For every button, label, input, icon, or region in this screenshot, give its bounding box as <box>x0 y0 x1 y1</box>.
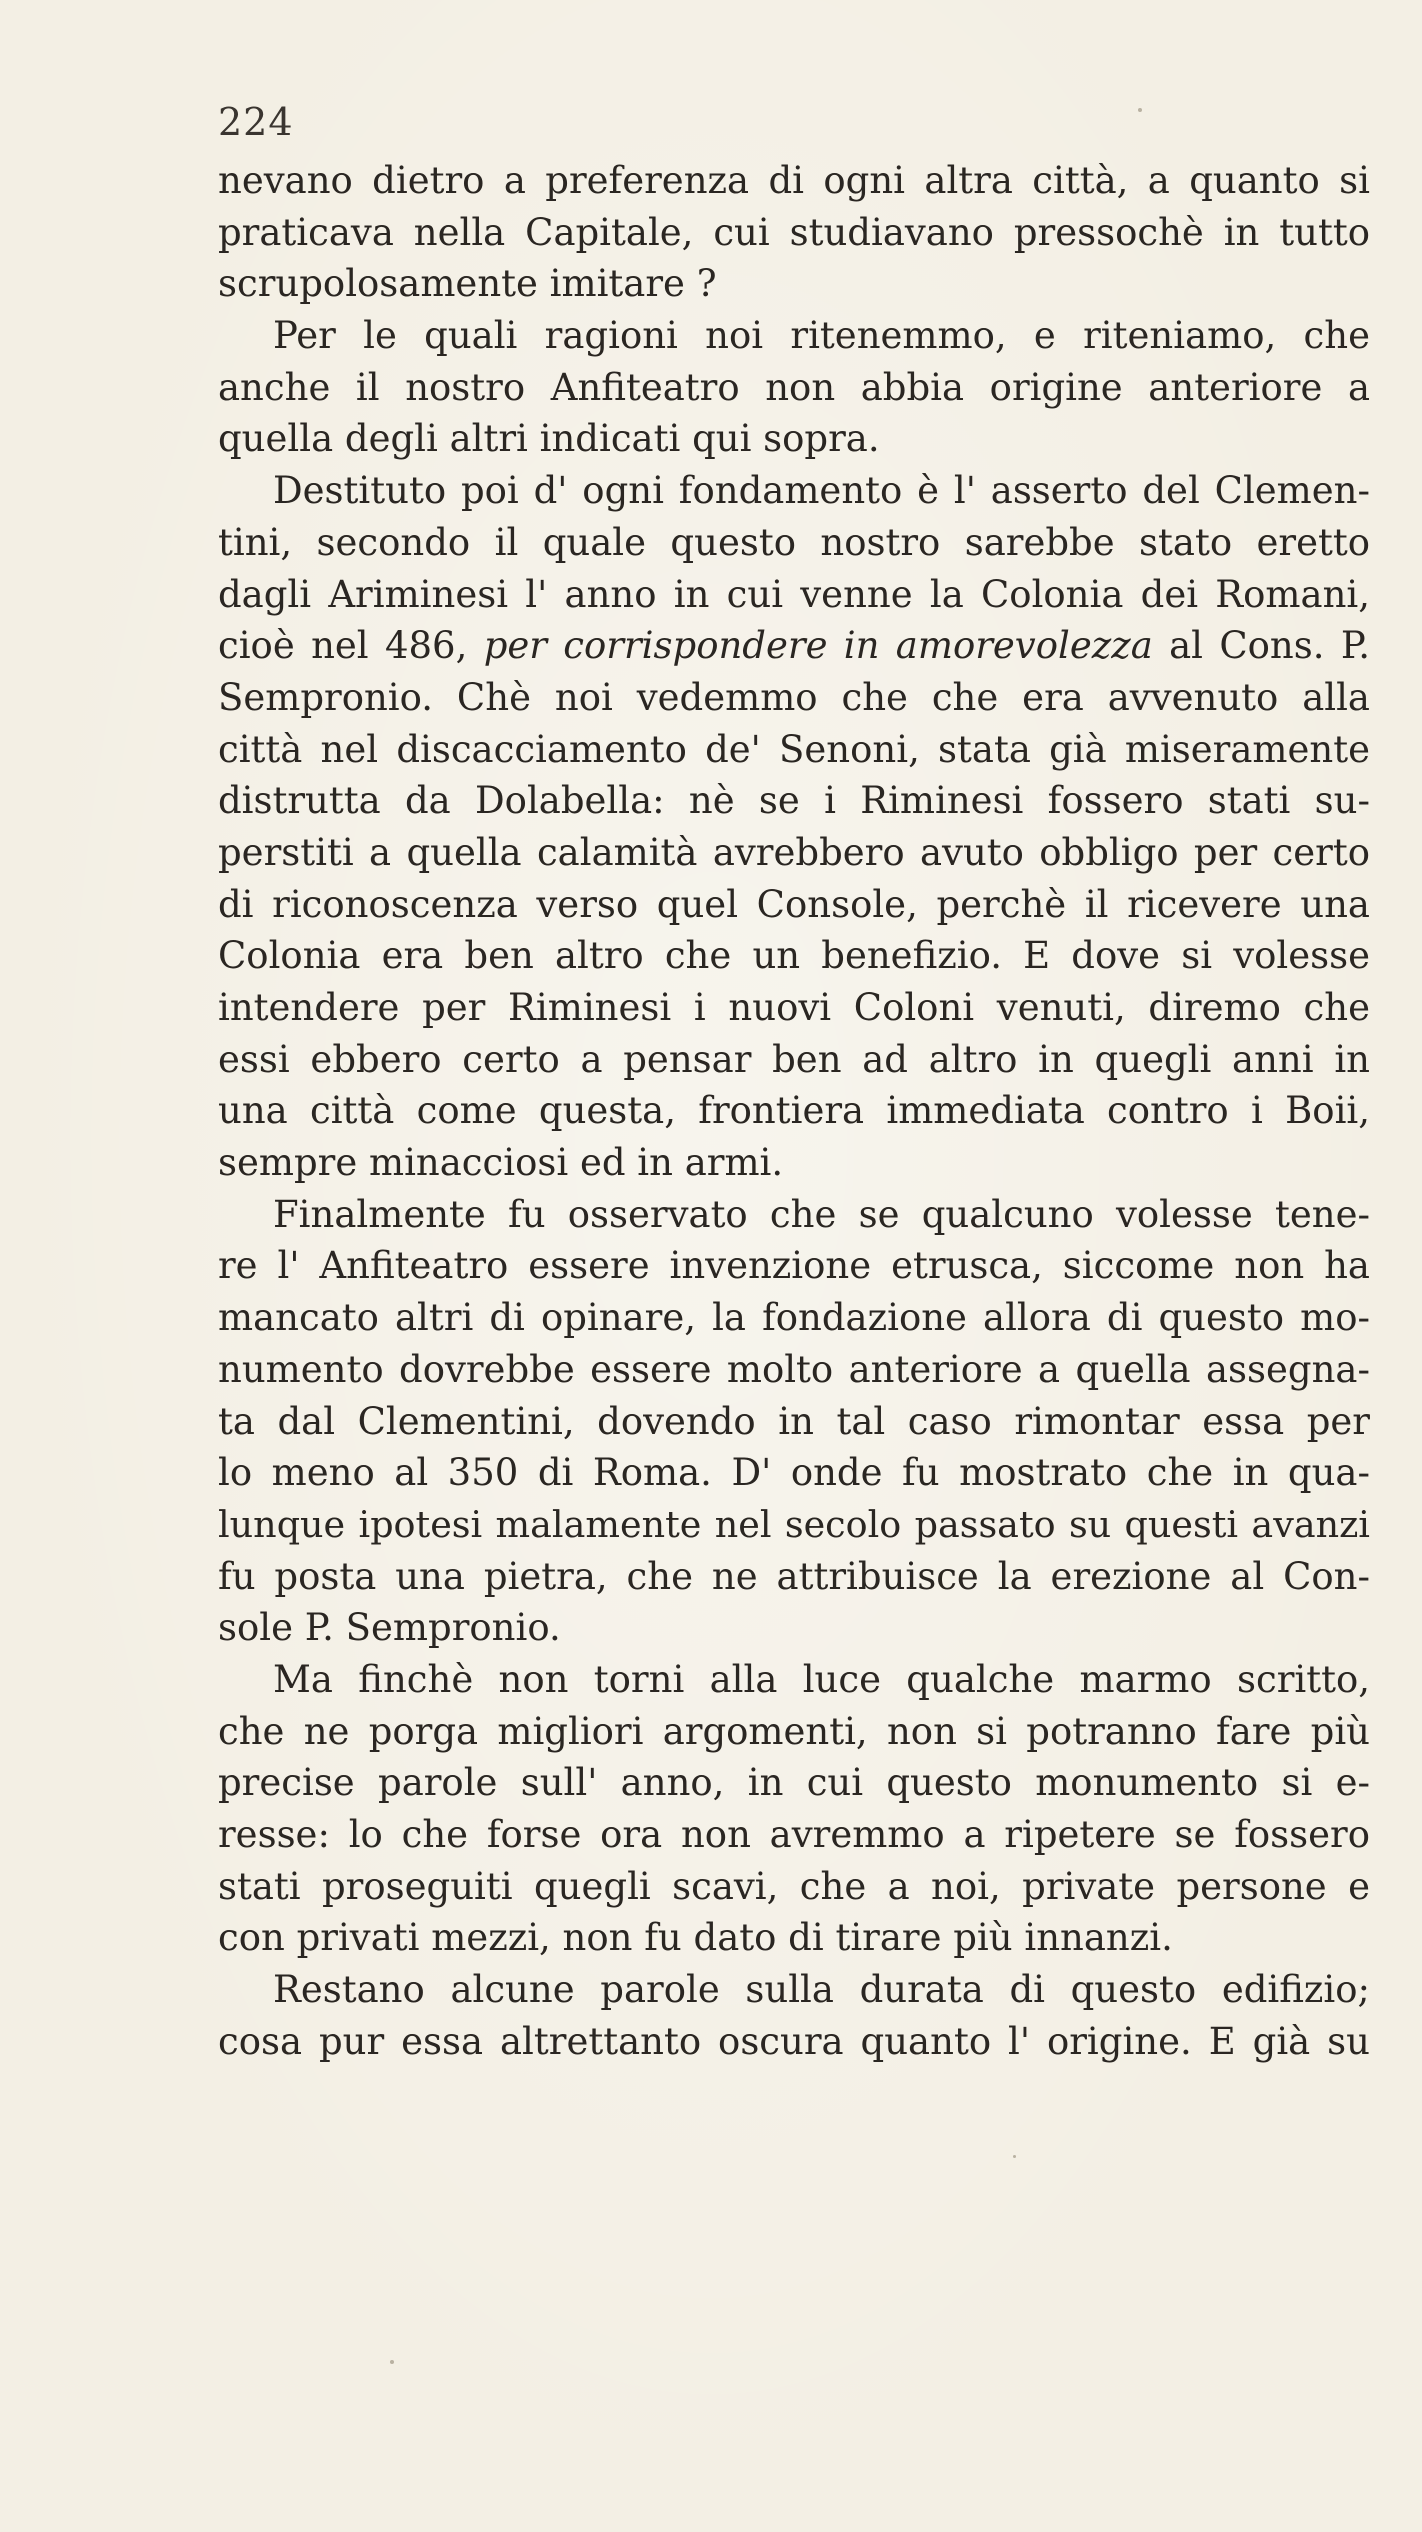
italic-phrase: per corrispondere in amorevolezza <box>483 624 1153 668</box>
text-line: Destituto poi d' ogni fondamento è l' asserto del Clemen- <box>273 469 1370 513</box>
text-line: distrutta da Dolabella: nè se i Riminesi fossero stati su- <box>218 779 1370 823</box>
text-line: mancato altri di opinare, la fondazione allora di questo mo- <box>218 1296 1370 1340</box>
text-line: re l' Anfiteatro essere invenzione etrusca, siccome non ha <box>218 1244 1370 1288</box>
text-line: sole P. Sempronio. <box>218 1606 561 1650</box>
text-line: una città come questa, frontiera immediata contro i Boii, <box>218 1089 1370 1133</box>
text-line: fu posta una pietra, che ne attribuisce la erezione al Con- <box>218 1554 1370 1598</box>
text-line: intendere per Riminesi i nuovi Coloni venuti, diremo che <box>218 986 1370 1029</box>
text-line: Ma finchè non torni alla luce qualche marmo scritto, <box>273 1657 1370 1701</box>
text-line: praticava nella Capitale, cui studiavano pressochè in tutto <box>218 210 1370 254</box>
text-line: resse: lo che forse ora non avremmo a ripetere se fossero <box>218 1813 1370 1856</box>
text-line: lunque ipotesi malamente nel secolo passato su questi avanzi <box>218 1502 1370 1546</box>
paper-speck <box>390 2360 394 2364</box>
text-line: di riconoscenza verso quel Console, perchè il ricevere una <box>218 882 1370 926</box>
text-line: sempre minacciosi ed in armi. <box>218 1141 784 1185</box>
text-line: essi ebbero certo a pensar ben ad altro in quegli anni in <box>218 1037 1370 1081</box>
text-line: numento dovrebbe essere molto anteriore a quella assegna- <box>218 1347 1370 1391</box>
text-line: stati proseguiti quegli scavi, che a noi, private persone e <box>218 1864 1370 1908</box>
text-line: Per le quali ragioni noi ritenemmo, e riteniamo, che <box>273 314 1370 358</box>
text-line: tini, secondo il quale questo nostro sarebbe stato eretto <box>218 520 1370 564</box>
text-line: quella degli altri indicati qui sopra. <box>218 417 880 461</box>
text-line: perstiti a quella calamità avrebbero avuto obbligo per certo <box>218 830 1370 874</box>
text-line: dagli Ariminesi l' anno in cui venne la Colonia dei Romani, <box>218 572 1370 616</box>
text-line: Sempronio. Chè noi vedemmo che che era avvenuto alla <box>218 675 1370 719</box>
paper-speck <box>1138 108 1142 112</box>
text-line: Colonia era ben altro che un benefizio. E dove si volesse <box>218 934 1370 978</box>
text-line: Restano alcune parole sulla durata di questo edifizio; <box>273 1968 1370 2012</box>
text-line: lo meno al 350 di Roma. D' onde fu mostrato che in qua- <box>218 1451 1370 1495</box>
page-number: 224 <box>218 100 294 144</box>
text-line <box>218 620 1370 672</box>
text-segment: al Cons. P. <box>1152 624 1370 668</box>
paper-speck <box>1013 2155 1016 2158</box>
text-line: cosa pur essa altrettanto oscura quanto l' origine. E già su <box>218 2019 1370 2063</box>
text-line: Finalmente fu osservato che se qualcuno volesse tene- <box>273 1192 1370 1236</box>
text-line: con privati mezzi, non fu dato di tirare più innanzi. <box>218 1916 1173 1960</box>
text-line: nevano dietro a preferenza di ogni altra città, a quanto si <box>218 159 1370 202</box>
text-line: ta dal Clementini, dovendo in tal caso rimontar essa per <box>218 1399 1370 1443</box>
body-text <box>218 155 1370 2067</box>
text-segment: cioè nel 486, <box>218 624 484 668</box>
text-line: anche il nostro Anfiteatro non abbia origine anteriore a <box>218 365 1370 409</box>
text-line: città nel discacciamento de' Senoni, stata già miseramente <box>218 727 1370 771</box>
text-line: scrupolosamente imitare ? <box>218 262 717 306</box>
text-line: che ne porga migliori argomenti, non si potranno fare più <box>218 1709 1370 1753</box>
text-line: precise parole sull' anno, in cui questo monumento si e- <box>218 1761 1370 1805</box>
